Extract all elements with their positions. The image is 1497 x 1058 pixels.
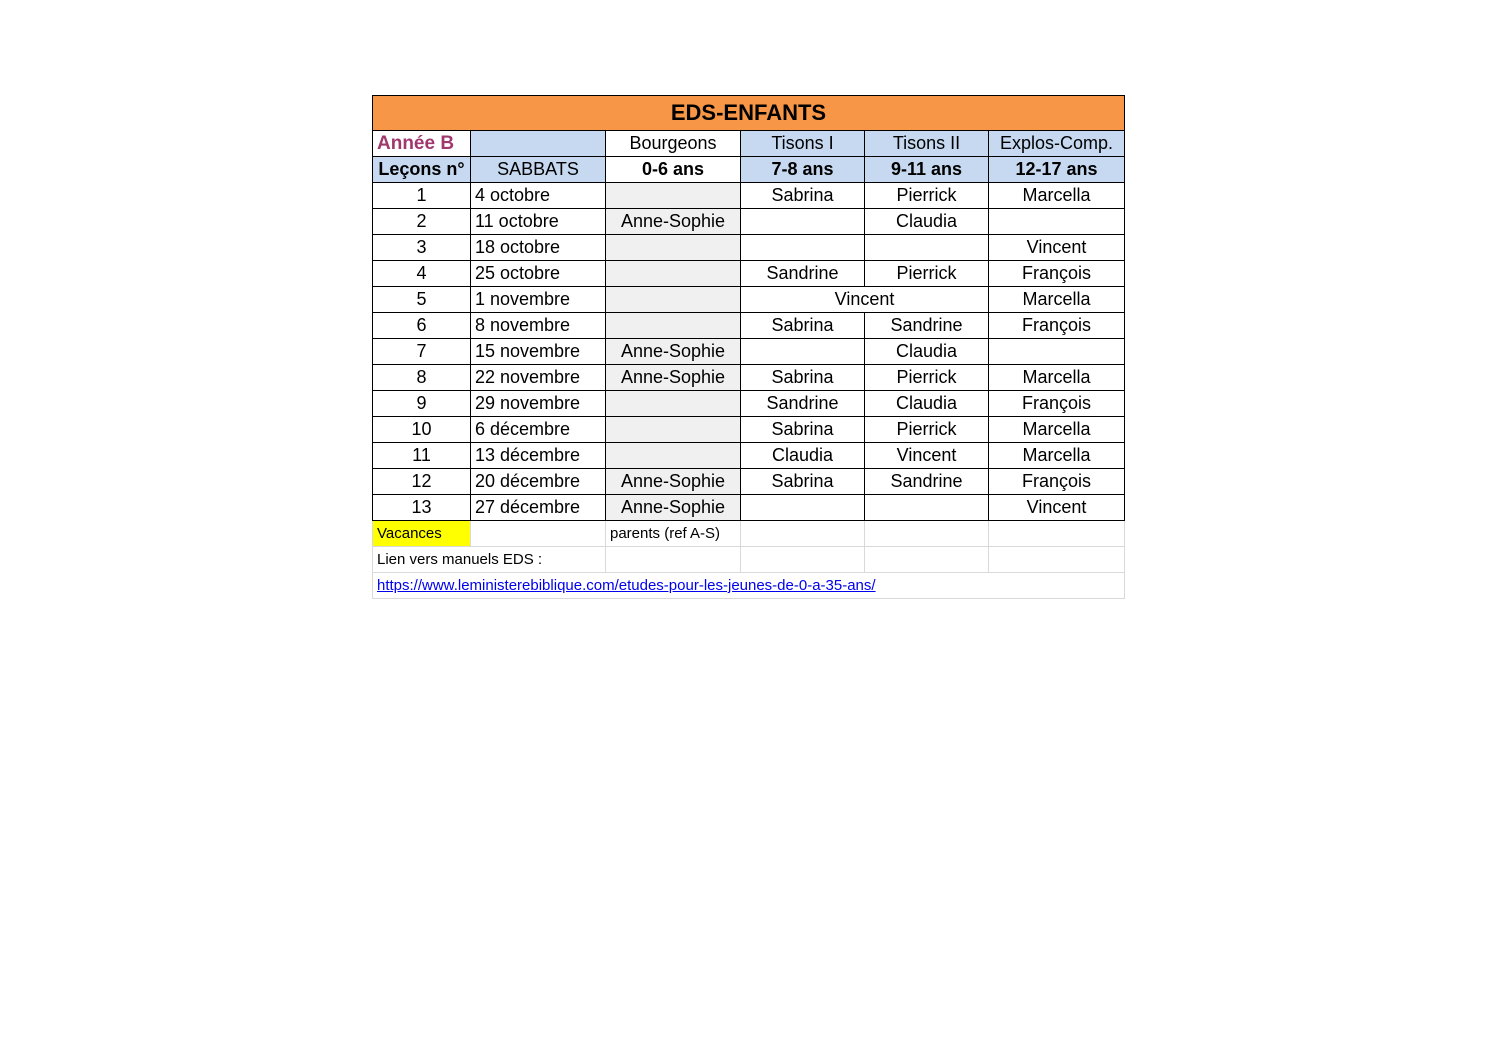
sabbat-date: 8 novembre <box>471 313 606 339</box>
age-bourgeons: 0-6 ans <box>606 157 741 183</box>
table-row <box>373 417 1125 443</box>
sabbat-date: 25 octobre <box>471 261 606 287</box>
title-row <box>373 96 1125 131</box>
tisons-2-cell: Pierrick <box>865 417 989 443</box>
table-row <box>373 209 1125 235</box>
empty-cell <box>989 547 1125 573</box>
sabbat-date: 1 novembre <box>471 287 606 313</box>
bourgeons-cell: Anne-Sophie <box>606 365 741 391</box>
table-row <box>373 287 1125 313</box>
bourgeons-cell <box>606 391 741 417</box>
lesson-number: 13 <box>373 495 471 521</box>
bourgeons-cell: Anne-Sophie <box>606 209 741 235</box>
tisons-1-cell <box>741 235 865 261</box>
table-row <box>373 391 1125 417</box>
link-row <box>373 573 1125 599</box>
tisons-1-cell: Claudia <box>741 443 865 469</box>
sabbats-header: SABBATS <box>471 157 606 183</box>
sheet-title: EDS-ENFANTS <box>373 96 1125 131</box>
tisons-merged-cell: Vincent <box>741 287 989 313</box>
empty-cell <box>741 547 865 573</box>
table-row <box>373 235 1125 261</box>
explos-cell: Vincent <box>989 235 1125 261</box>
lesson-number: 4 <box>373 261 471 287</box>
explos-cell: Marcella <box>989 417 1125 443</box>
bourgeons-cell <box>606 443 741 469</box>
lesson-number: 1 <box>373 183 471 209</box>
age-header-row <box>373 157 1125 183</box>
bourgeons-cell: Anne-Sophie <box>606 495 741 521</box>
tisons-1-cell: Sabrina <box>741 183 865 209</box>
group-header-row <box>373 131 1125 157</box>
group-tisons-2: Tisons II <box>865 131 989 157</box>
group-tisons-1: Tisons I <box>741 131 865 157</box>
explos-cell: François <box>989 261 1125 287</box>
bourgeons-cell <box>606 287 741 313</box>
tisons-1-cell <box>741 495 865 521</box>
table-row <box>373 261 1125 287</box>
lesson-number: 3 <box>373 235 471 261</box>
explos-cell <box>989 209 1125 235</box>
lesson-number: 11 <box>373 443 471 469</box>
vacances-row <box>373 521 1125 547</box>
lesson-number-header: Leçons n° <box>373 157 471 183</box>
tisons-2-cell: Claudia <box>865 209 989 235</box>
tisons-1-cell: Sabrina <box>741 365 865 391</box>
empty-cell <box>606 547 741 573</box>
tisons-1-cell: Sandrine <box>741 391 865 417</box>
age-explos: 12-17 ans <box>989 157 1125 183</box>
tisons-2-cell: Pierrick <box>865 183 989 209</box>
parents-note: parents (ref A-S) <box>606 521 741 547</box>
tisons-1-cell: Sabrina <box>741 313 865 339</box>
lesson-number: 8 <box>373 365 471 391</box>
empty-cell <box>989 521 1125 547</box>
tisons-1-cell <box>741 339 865 365</box>
tisons-2-cell: Pierrick <box>865 261 989 287</box>
lesson-number: 7 <box>373 339 471 365</box>
empty-header-cell <box>471 131 606 157</box>
sabbat-date: 18 octobre <box>471 235 606 261</box>
table-row <box>373 339 1125 365</box>
explos-cell: Marcella <box>989 365 1125 391</box>
lesson-number: 10 <box>373 417 471 443</box>
bourgeons-cell <box>606 417 741 443</box>
lesson-number: 2 <box>373 209 471 235</box>
sabbat-date: 27 décembre <box>471 495 606 521</box>
sabbat-date: 29 novembre <box>471 391 606 417</box>
tisons-2-cell: Claudia <box>865 339 989 365</box>
tisons-2-cell: Pierrick <box>865 365 989 391</box>
bourgeons-cell: Anne-Sophie <box>606 339 741 365</box>
explos-cell: Marcella <box>989 287 1125 313</box>
group-bourgeons: Bourgeons <box>606 131 741 157</box>
tisons-2-cell: Sandrine <box>865 469 989 495</box>
tisons-2-cell: Vincent <box>865 443 989 469</box>
age-tisons-2: 9-11 ans <box>865 157 989 183</box>
explos-cell: Marcella <box>989 183 1125 209</box>
explos-cell: François <box>989 391 1125 417</box>
manuels-label: Lien vers manuels EDS : <box>373 547 606 573</box>
sabbat-date: 6 décembre <box>471 417 606 443</box>
sabbat-date: 4 octobre <box>471 183 606 209</box>
vacances-label: Vacances <box>373 521 471 547</box>
table-row <box>373 313 1125 339</box>
year-label: Année B <box>373 131 471 157</box>
sabbat-date: 20 décembre <box>471 469 606 495</box>
tisons-1-cell: Sandrine <box>741 261 865 287</box>
manuels-row <box>373 547 1125 573</box>
explos-cell: François <box>989 469 1125 495</box>
bourgeons-cell: Anne-Sophie <box>606 469 741 495</box>
age-tisons-1: 7-8 ans <box>741 157 865 183</box>
bourgeons-cell <box>606 313 741 339</box>
tisons-2-cell <box>865 235 989 261</box>
sabbat-date: 13 décembre <box>471 443 606 469</box>
empty-cell <box>471 521 606 547</box>
link-cell <box>373 573 1125 599</box>
explos-cell <box>989 339 1125 365</box>
sabbat-date: 11 octobre <box>471 209 606 235</box>
tisons-1-cell: Sabrina <box>741 469 865 495</box>
tisons-1-cell: Sabrina <box>741 417 865 443</box>
tisons-2-cell <box>865 495 989 521</box>
table-row <box>373 495 1125 521</box>
empty-cell <box>741 521 865 547</box>
group-explos: Explos-Comp. <box>989 131 1125 157</box>
lesson-number: 9 <box>373 391 471 417</box>
schedule-table <box>372 95 1125 599</box>
lesson-number: 6 <box>373 313 471 339</box>
sabbat-date: 22 novembre <box>471 365 606 391</box>
tisons-2-cell: Claudia <box>865 391 989 417</box>
sabbat-date: 15 novembre <box>471 339 606 365</box>
empty-cell <box>865 547 989 573</box>
table-row <box>373 443 1125 469</box>
bourgeons-cell <box>606 261 741 287</box>
lesson-number: 12 <box>373 469 471 495</box>
bourgeons-cell <box>606 183 741 209</box>
table-row <box>373 183 1125 209</box>
bourgeons-cell <box>606 235 741 261</box>
explos-cell: Marcella <box>989 443 1125 469</box>
lesson-number: 5 <box>373 287 471 313</box>
tisons-2-cell: Sandrine <box>865 313 989 339</box>
manuels-link[interactable]: https://www.leministerebiblique.com/etudes-pour-les-jeunes-de-0-a-35-ans/ <box>377 577 876 594</box>
table-row <box>373 365 1125 391</box>
tisons-1-cell <box>741 209 865 235</box>
explos-cell: François <box>989 313 1125 339</box>
table-row <box>373 469 1125 495</box>
empty-cell <box>865 521 989 547</box>
explos-cell: Vincent <box>989 495 1125 521</box>
